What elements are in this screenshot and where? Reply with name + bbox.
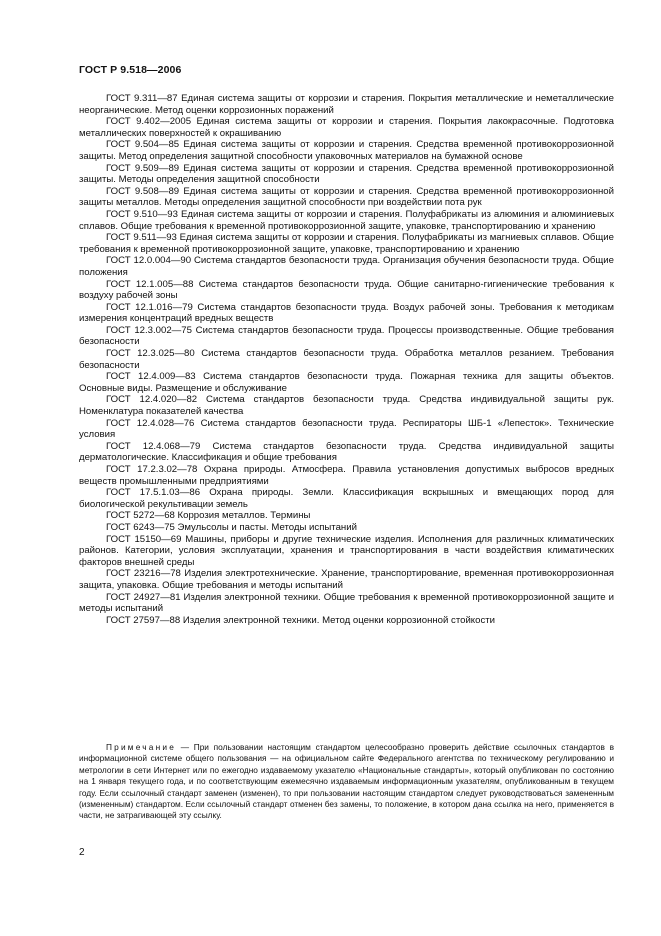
normative-references-list xyxy=(79,93,614,626)
reference-item: ГОСТ 12.1.005—88 Система стандартов безопасности труда. Общие санитарно-гигиенические требования к воздуху рабочей зоны xyxy=(79,278,614,302)
reference-item: ГОСТ 27597—88 Изделия электронной техники. Метод оценки коррозионной стойкости xyxy=(106,614,495,626)
reference-item: ГОСТ 9.508—89 Единая система защиты от коррозии и старения. Средства временной противокоррозионной защиты металлов. Методы определения защитной способности при воздействии пота рук xyxy=(79,185,614,209)
reference-item: ГОСТ 5272—68 Коррозия металлов. Термины xyxy=(106,510,311,522)
reference-item: ГОСТ 9.402—2005 Единая система защиты от коррозии и старения. Покрытия лакокрасочные. Подготовка металлических поверхностей к окрашиванию xyxy=(79,116,614,139)
reference-item: ГОСТ 12.1.016—79 Система стандартов безопасности труда. Воздух рабочей зоны. Требования к методикам измерения концентраций вредных веществ xyxy=(79,301,614,325)
reference-item: ГОСТ 12.0.004—90 Система стандартов безопасности труда. Организация обучения безопасности труда. Общие положения xyxy=(79,255,614,278)
reference-item: ГОСТ 15150—69 Машины, приборы и другие технические изделия. Исполнения для различных климатических районов. Категории, условия эксплуатации, хранения и транспортирования в части воздействия климатических факторов внешней среды xyxy=(79,533,614,568)
page-number: 2 xyxy=(79,847,85,858)
note-text: — При пользовании настоящим стандартом целесообразно проверить действие ссылочных стандартов в информационной системе общего пользования — на официальном сайте Федерального агентства по техническому регулированию и метрологии в сети Интернет или по ежегодно издаваемому указателю «Национальные стандарты», который опубликован по состоянию на 1 января текущего года, и по соответствующим ежемесячно издаваемым информационным указателям, опубликованным в текущем году. Если ссылочный стандарт заменен (изменен), то при пользовании настоящим стандартом следует руководствоваться замененным (измененным) стандартом. Если ссылочный стандарт отменен без замены, то положение, в котором дана ссылка на него, применяется в части, не затрагивающей эту ссылку. xyxy=(79,742,614,821)
page-header: ГОСТ Р 9.518—2006 xyxy=(79,64,182,76)
reference-item: ГОСТ 9.509—89 Единая система защиты от коррозии и старения. Средства временной противокоррозионной защиты. Методы определения защитной способности xyxy=(79,162,614,186)
reference-item: ГОСТ 12.3.025—80 Система стандартов безопасности труда. Обработка металлов резанием. Требования безопасности xyxy=(79,348,614,371)
reference-item: ГОСТ 17.5.1.03—86 Охрана природы. Земли. Классификация вскрышных и вмещающих пород для биологической рекультивации земель xyxy=(79,487,614,510)
reference-item: ГОСТ 17.2.3.02—78 Охрана природы. Атмосфера. Правила установления допустимых выбросов вредных веществ промышленными предприятиями xyxy=(79,464,614,487)
reference-item: ГОСТ 9.311—87 Единая система защиты от коррозии и старения. Покрытия металлические и неметаллические неорганические. Метод оценки коррозионных поражений xyxy=(79,93,614,116)
note-paragraph xyxy=(79,742,614,822)
reference-item: ГОСТ 9.504—85 Единая система защиты от коррозии и старения. Средства временной противокоррозионной защиты. Метод определения защитной способности упаковочных материалов на бумажной основе xyxy=(79,139,614,162)
reference-item: ГОСТ 12.4.068—79 Система стандартов безопасности труда. Средства индивидуальной защиты дерматологические. Классификация и общие требования xyxy=(79,440,614,464)
reference-item: ГОСТ 12.4.020—82 Система стандартов безопасности труда. Средства индивидуальной защиты рук. Номенклатура показателей качества xyxy=(79,394,614,418)
reference-item: ГОСТ 9.511—93 Единая система защиты от коррозии и старения. Полуфабрикаты из магниевых сплавов. Общие требования к временной противокоррозионной защите, упаковке, транспортированию и хранению xyxy=(79,232,614,255)
reference-item: ГОСТ 12.4.009—83 Система стандартов безопасности труда. Пожарная техника для защиты объектов. Основные виды. Размещение и обслуживание xyxy=(79,371,614,394)
note-label: Примечание xyxy=(106,742,177,752)
reference-item: ГОСТ 23216—78 Изделия электротехнические. Хранение, транспортирование, временная противокоррозионная защита, упаковка. Общие требования и методы испытаний xyxy=(79,568,614,591)
reference-item: ГОСТ 6243—75 Эмульсолы и пасты. Методы испытаний xyxy=(106,521,357,533)
reference-item: ГОСТ 12.4.028—76 Система стандартов безопасности труда. Респираторы ШБ-1 «Лепесток». Технические условия xyxy=(79,417,614,441)
reference-item: ГОСТ 9.510—93 Единая система защиты от коррозии и старения. Полуфабрикаты из алюминия и алюминиевых сплавов. Общие требования к временной противокоррозионной защите, упаковке, транспортированию и хранению xyxy=(79,208,614,232)
reference-item: ГОСТ 12.3.002—75 Система стандартов безопасности труда. Процессы производственные. Общие требования безопасности xyxy=(79,324,614,348)
reference-item: ГОСТ 24927—81 Изделия электронной техники. Общие требования к временной противокоррозионной защите и методы испытаний xyxy=(79,591,614,615)
